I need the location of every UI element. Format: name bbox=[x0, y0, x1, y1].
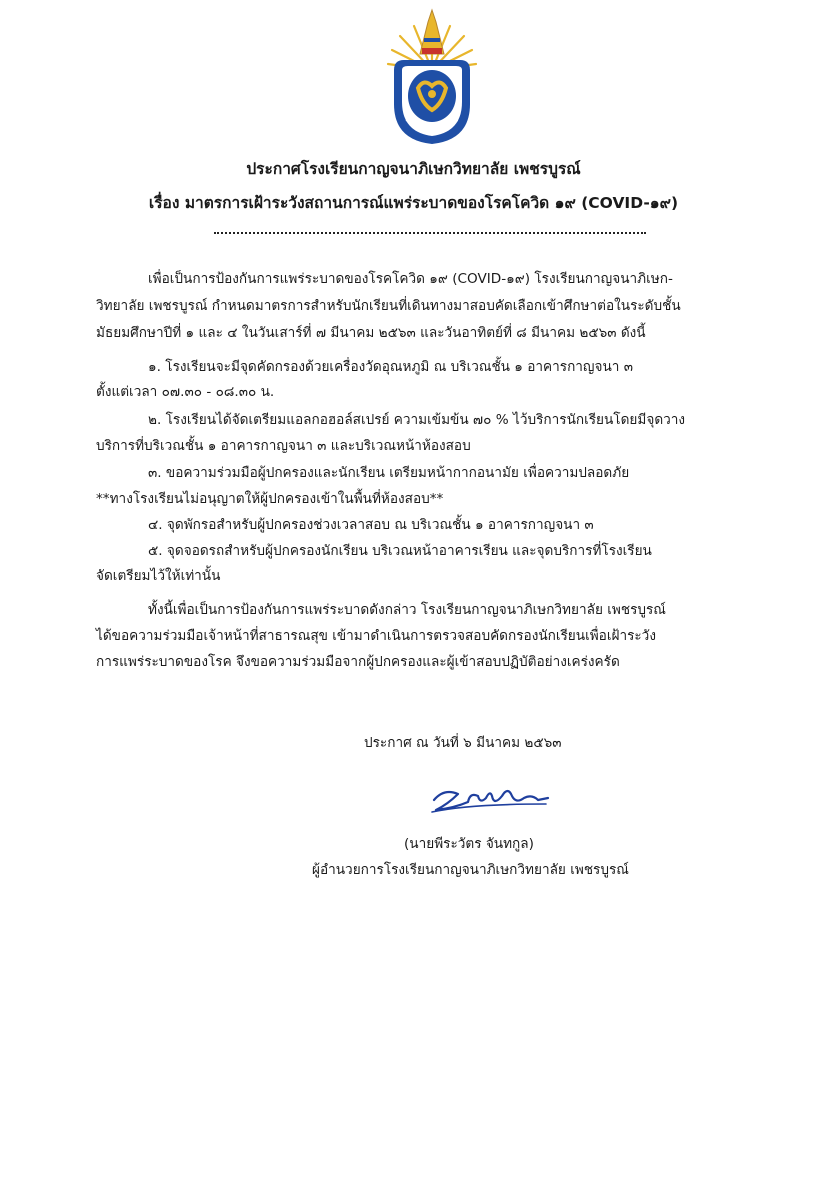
page-subtitle: เรื่อง มาตรการเฝ้าระวังสถานการณ์แพร่ระบาดของโรคโควิด ๑๙ (COVID-๑๙) bbox=[148, 194, 679, 212]
item-1-line-2: ตั้งแต่เวลา ๐๗.๓๐ - ๐๘.๓๐ น. bbox=[96, 384, 275, 400]
signatory-title: ผู้อำนวยการโรงเรียนกาญจนาภิเษกวิทยาลัย เพชรบูรณ์ bbox=[312, 862, 629, 878]
title-separator bbox=[214, 222, 646, 234]
item-2-line-2: บริการที่บริเวณชั้น ๑ อาคารกาญจนา ๓ และบริเวณหน้าห้องสอบ bbox=[96, 438, 471, 454]
school-emblem-logo bbox=[384, 8, 480, 148]
closing-line-1: ทั้งนี้เพื่อเป็นการป้องกันการแพร่ระบาดดังกล่าว โรงเรียนกาญจนาภิเษกวิทยาลัย เพชรบูรณ์ bbox=[148, 602, 666, 618]
item-4-line-1: ๔. จุดพักรอสำหรับผู้ปกครองช่วงเวลาสอบ ณ บริเวณชั้น ๑ อาคารกาญจนา ๓ bbox=[148, 517, 594, 533]
closing-line-2: ได้ขอความร่วมมือเจ้าหน้าที่สาธารณสุข เข้ามาดำเนินการตรวจสอบคัดกรองนักเรียนเพื่อเฝ้าระวัง bbox=[96, 628, 656, 644]
intro-line-2: วิทยาลัย เพชรบูรณ์ กำหนดมาตรการสำหรับนักเรียนที่เดินทางมาสอบคัดเลือกเข้าศึกษาต่อในระดับชั้น bbox=[96, 298, 681, 314]
item-5-line-1: ๕. จุดจอดรถสำหรับผู้ปกครองนักเรียน บริเวณหน้าอาคารเรียน และจุดบริการที่โรงเรียน bbox=[148, 543, 652, 559]
item-1-line-1: ๑. โรงเรียนจะมีจุดคัดกรองด้วยเครื่องวัดอุณหภูมิ ณ บริเวณชั้น ๑ อาคารกาญจนา ๓ bbox=[148, 359, 634, 375]
announcement-date: ประกาศ ณ วันที่ ๖ มีนาคม ๒๕๖๓ bbox=[364, 735, 562, 751]
page-title: ประกาศโรงเรียนกาญจนาภิเษกวิทยาลัย เพชรบูรณ์ bbox=[246, 160, 581, 178]
item-3-line-1: ๓. ขอความร่วมมือผู้ปกครองและนักเรียน เตรียมหน้ากากอนามัย เพื่อความปลอดภัย bbox=[148, 465, 630, 481]
item-2-line-1: ๒. โรงเรียนได้จัดเตรียมแอลกอฮอล์สเปรย์ ความเข้มข้น ๗๐ % ไว้บริการนักเรียนโดยมีจุดวาง bbox=[148, 412, 686, 428]
item-5-line-2: จัดเตรียมไว้ให้เท่านั้น bbox=[96, 568, 221, 584]
signatory-name: (นายพีระวัตร จันทกูล) bbox=[404, 836, 534, 852]
intro-line-1: เพื่อเป็นการป้องกันการแพร่ระบาดของโรคโควิด ๑๙ (COVID-๑๙) โรงเรียนกาญจนาภิเษก- bbox=[148, 271, 673, 287]
intro-line-3: มัธยมศึกษาปีที่ ๑ และ ๔ ในวันเสาร์ที่ ๗ มีนาคม ๒๕๖๓ และวันอาทิตย์ที่ ๘ มีนาคม ๒๕๖๓ ดังนี้ bbox=[96, 325, 646, 341]
signature-icon bbox=[428, 774, 556, 820]
closing-line-3: การแพร่ระบาดของโรค จึงขอความร่วมมือจากผู้ปกครองและผู้เข้าสอบปฏิบัติอย่างเคร่งครัด bbox=[96, 654, 620, 670]
item-3-line-2: **ทางโรงเรียนไม่อนุญาตให้ผู้ปกครองเข้าในพื้นที่ห้องสอบ** bbox=[96, 491, 444, 507]
